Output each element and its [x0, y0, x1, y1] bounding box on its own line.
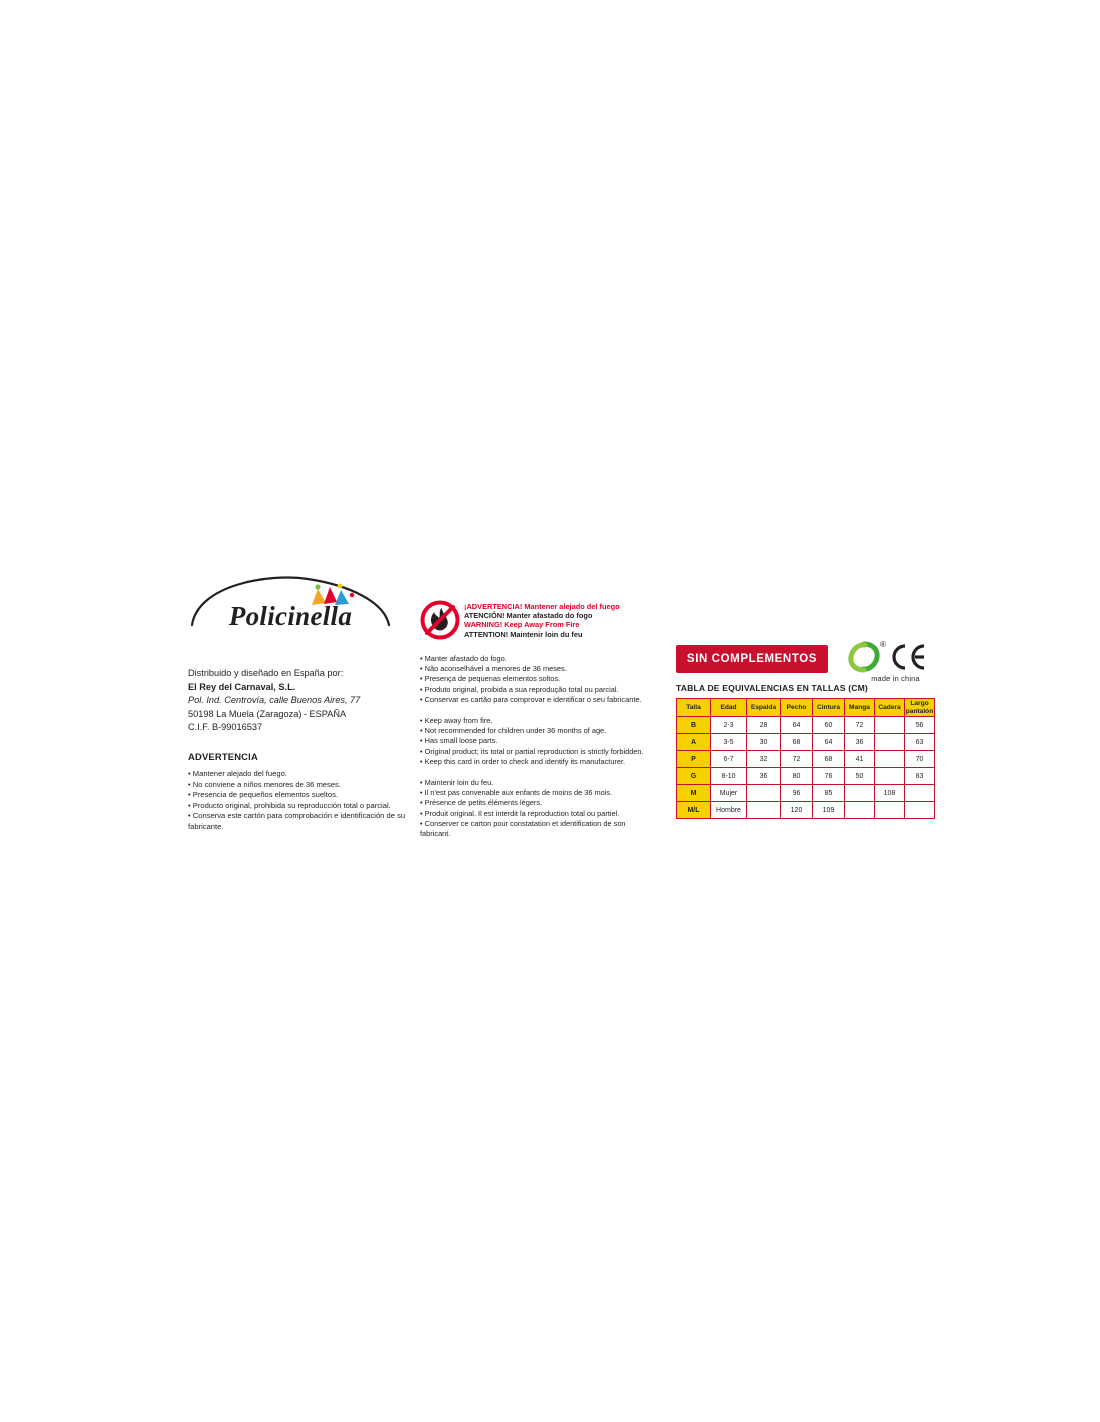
cell-talla: M	[677, 785, 711, 802]
cell-espalda	[747, 785, 781, 802]
bullet: • Não aconselhável a menores de 36 meses.	[420, 664, 567, 674]
cell-largo: 83	[905, 768, 935, 785]
warning-headline-pt: ATENCIÓN! Manter afastado do fogo	[464, 611, 593, 621]
cell-pecho: 96	[781, 785, 813, 802]
cell-cadera	[875, 802, 905, 819]
cell-largo: 56	[905, 717, 935, 734]
right-column	[676, 640, 941, 819]
cell-espalda	[747, 802, 781, 819]
cell-talla: B	[677, 717, 711, 734]
cell-cadera	[875, 751, 905, 768]
certification-marks	[848, 641, 943, 685]
cell-cintura: 85	[813, 785, 845, 802]
cell-cintura: 76	[813, 768, 845, 785]
company-name: El Rey del Carnaval, S.L.	[188, 681, 296, 692]
cif-number: C.I.F. B-99016537	[188, 722, 263, 733]
bullet: • Presencia de pequeños elementos sueltos.	[188, 790, 338, 800]
bullet: • Not recommended for children under 36 months of age.	[420, 726, 607, 736]
cell-cadera	[875, 717, 905, 734]
bullets-fr	[420, 778, 650, 839]
bullet: • Keep away from fire.	[420, 716, 493, 726]
cell-talla: A	[677, 734, 711, 751]
bullet: • Has small loose parts.	[420, 736, 498, 746]
cell-largo	[905, 785, 935, 802]
cell-edad: 2-3	[711, 717, 747, 734]
table-row	[677, 768, 935, 785]
table-row	[677, 802, 935, 819]
cell-manga	[845, 785, 875, 802]
warning-header-row	[420, 600, 650, 644]
table-row	[677, 785, 935, 802]
column-header: Talla	[677, 699, 711, 717]
cell-manga: 50	[845, 768, 875, 785]
bullet: • Produto original, proibida a sua reprodução total ou parcial.	[420, 684, 619, 694]
column-header: Edad	[711, 699, 747, 717]
cell-largo: 70	[905, 751, 935, 768]
cell-cintura: 64	[813, 734, 845, 751]
registered-trademark-symbol: ®	[880, 640, 886, 649]
cell-manga	[845, 802, 875, 819]
cell-largo: 63	[905, 734, 935, 751]
column-header: Pecho	[781, 699, 813, 717]
cell-cintura: 68	[813, 751, 845, 768]
cell-pecho: 120	[781, 802, 813, 819]
middle-column	[420, 600, 650, 839]
distributor-intro: Distribuido y diseñado en España por:	[188, 668, 344, 678]
cell-edad: 3-5	[711, 734, 747, 751]
bullet: • Présence de petits éléments légers.	[420, 798, 543, 808]
cell-pecho: 64	[781, 717, 813, 734]
cell-manga: 72	[845, 717, 875, 734]
cell-manga: 36	[845, 734, 875, 751]
cell-espalda: 30	[747, 734, 781, 751]
bullet: • Keep this card in order to check and identify its manufacturer.	[420, 756, 626, 766]
cell-espalda: 28	[747, 717, 781, 734]
table-row	[677, 751, 935, 768]
status-badge: SIN COMPLEMENTOS	[676, 645, 828, 673]
made-in-label: made in china	[871, 674, 920, 683]
cell-cadera	[875, 768, 905, 785]
ce-marking-icon	[888, 642, 928, 672]
cell-pecho: 80	[781, 768, 813, 785]
cell-cintura: 109	[813, 802, 845, 819]
logo-wordmark: Policinella	[228, 601, 353, 631]
cell-cintura: 60	[813, 717, 845, 734]
bullet: • Maintenir loin du feu.	[420, 778, 494, 788]
warning-bullets-es	[188, 769, 428, 833]
green-dot-recycling-icon	[848, 641, 880, 673]
cell-edad: Hombre	[711, 802, 747, 819]
bullets-en	[420, 716, 650, 767]
bullets-pt	[420, 654, 650, 705]
cell-talla: P	[677, 751, 711, 768]
bullet: • Manter afastado do fogo.	[420, 654, 507, 663]
size-table-title: TABLA DE EQUIVALENCIAS EN TALLAS (CM)	[676, 683, 868, 693]
no-fire-icon	[420, 600, 460, 640]
cell-edad: 6-7	[711, 751, 747, 768]
column-header: Espalda	[747, 699, 781, 717]
address-line-2: 50198 La Muela (Zaragoza) - ESPAÑA	[188, 708, 347, 719]
bullet: • Produit original. Il est interdit la reproduction total ou partiel.	[420, 808, 620, 818]
cell-talla: G	[677, 768, 711, 785]
bullet: • Conserver ce carton pour constatation et identification de son fabricant.	[420, 818, 626, 839]
cell-largo	[905, 802, 935, 819]
cell-cadera	[875, 734, 905, 751]
left-column	[188, 575, 428, 833]
column-header: Cadera	[875, 699, 905, 717]
warning-headlines	[464, 602, 620, 639]
brand-logo	[188, 575, 393, 645]
cell-cadera: 108	[875, 785, 905, 802]
address-line-1: Pol. Ind. Centrovía, calle Buenos Aires, 77	[188, 695, 361, 706]
cell-edad: 8-10	[711, 768, 747, 785]
bullet: • Il n'est pas convenable aux enfants de moins de 36 mois.	[420, 788, 613, 798]
badge-row	[676, 640, 941, 683]
table-row	[677, 717, 935, 734]
bullet: • Conserva este cartón para comprobación e identificación de su fabricante.	[188, 811, 406, 831]
cell-manga: 41	[845, 751, 875, 768]
warning-headline-fr: ATTENTION! Maintenir loin du feu	[464, 629, 583, 639]
column-header: Manga	[845, 699, 875, 717]
cell-talla: M/L	[677, 802, 711, 819]
warning-headline-es: ¡ADVERTENCIA! Mantener alejado del fuego	[464, 602, 620, 611]
cell-espalda: 36	[747, 768, 781, 785]
cell-pecho: 68	[781, 734, 813, 751]
table-row	[677, 734, 935, 751]
bullet: • Original product; its total or partial reproduction is strictly forbidden.	[420, 746, 644, 756]
warning-headline-en: WARNING! Keep Away From Fire	[464, 620, 580, 630]
column-header: Cintura	[813, 699, 845, 717]
distributor-block	[188, 667, 428, 735]
size-equivalence-table	[676, 698, 935, 819]
bullet: • No conviene a niños menores de 36 meses.	[188, 779, 341, 789]
warning-heading: ADVERTENCIA	[188, 750, 258, 762]
cell-espalda: 32	[747, 751, 781, 768]
bullet: • Conservar es cartão para comprovar e identificar o seu fabricante.	[420, 694, 642, 704]
table-header-row	[677, 699, 935, 717]
column-header: Largo pantalón	[905, 700, 934, 715]
bullet: • Mantener alejado del fuego.	[188, 768, 287, 778]
bullet: • Presença de pequenas elementos soltos.	[420, 674, 561, 684]
cell-pecho: 72	[781, 751, 813, 768]
bullet: • Producto original, prohibida su reproducción total o parcial.	[188, 800, 391, 810]
cell-edad: Mujer	[711, 785, 747, 802]
